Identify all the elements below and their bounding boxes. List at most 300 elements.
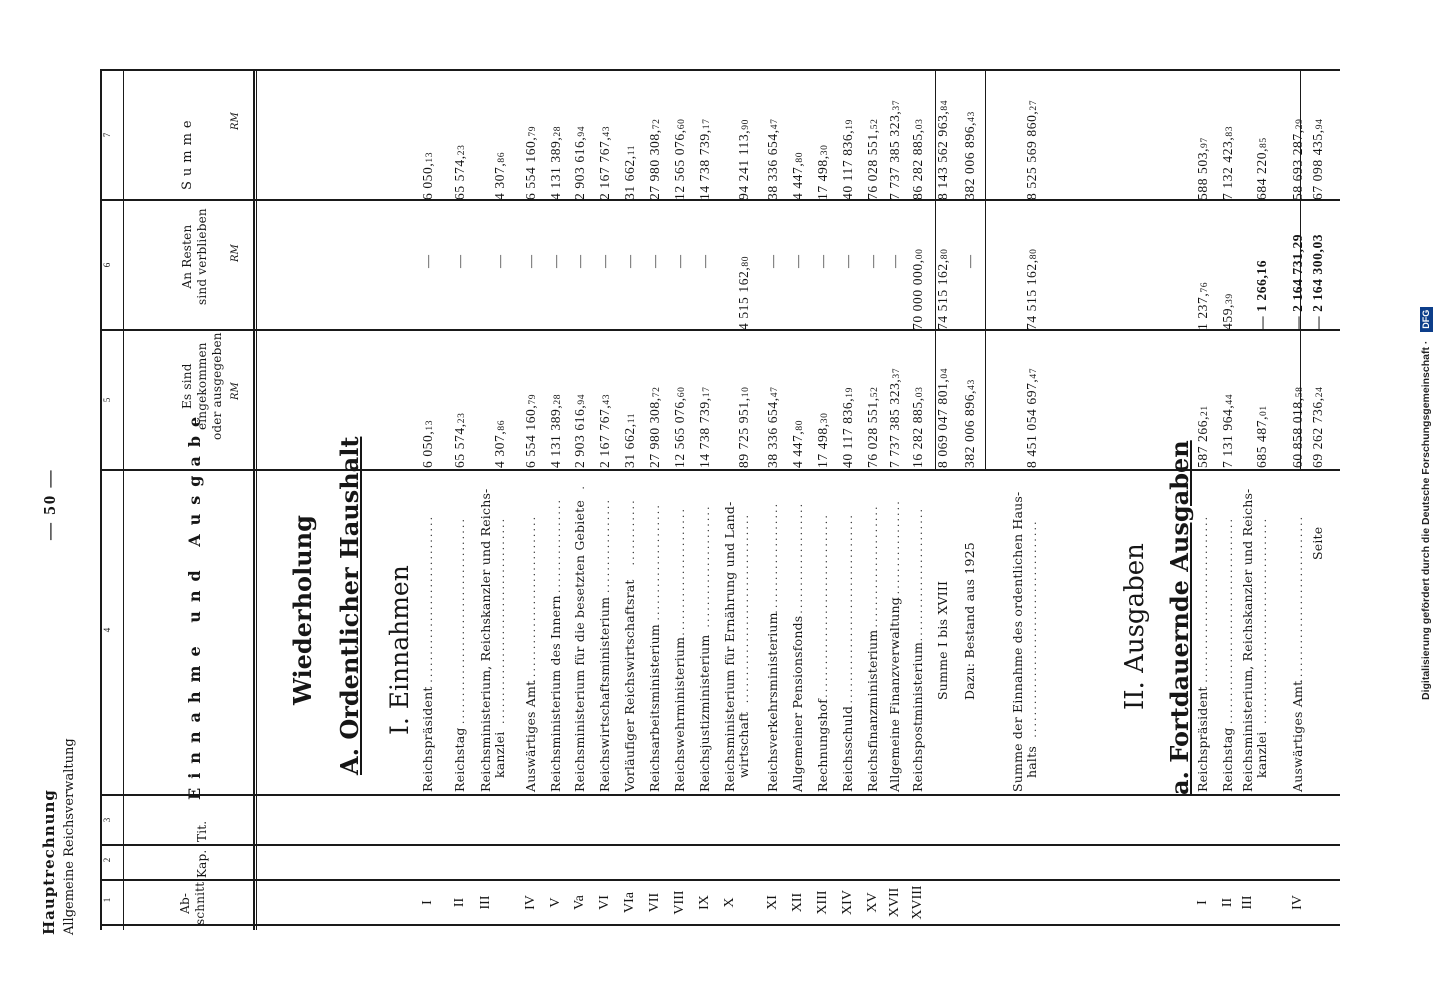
sum-cell: 6 554 160,79: [523, 125, 538, 200]
section-numeral: XII: [790, 892, 805, 913]
sum-cell-cents: 52: [870, 118, 880, 130]
dfg-logo: DFG: [1420, 307, 1433, 332]
sum-cell-amount: 94 241 113: [736, 133, 751, 200]
received-cell-amount: 89 725 951: [736, 401, 751, 468]
received-cell-cents: 60: [677, 386, 687, 398]
sum-cell-cents: 17: [702, 118, 712, 130]
received-cell-amount: 69 262 736: [1310, 401, 1325, 468]
received-cell-cents: 44: [1225, 393, 1235, 405]
sum-cell: 2 167 767,43: [597, 125, 612, 200]
received-cell: 8 451 054 697,47: [1024, 367, 1039, 468]
dot-leader: .....................: [648, 502, 662, 621]
table-rule: [100, 879, 1340, 881]
received-cell-amount: 4 307: [492, 434, 507, 468]
sum-cell: 4 447,80: [790, 151, 805, 200]
dot-leader: ..................................: [816, 512, 830, 704]
row-label: Reichsschuld: [840, 705, 855, 792]
sum-cell-amount: 382 006 896: [962, 125, 977, 200]
section-numeral: II: [1220, 897, 1235, 908]
section-numeral: XVIII: [910, 885, 925, 920]
sum-cell-cents: 23: [457, 144, 467, 156]
received-cell-cents: 79: [528, 393, 538, 405]
received-cell-amount: 2 167 767: [597, 408, 612, 468]
received-cell: 60 858 018,58: [1290, 386, 1305, 468]
received-cell-cents: 03: [915, 386, 925, 398]
column-header-title: Tit.: [195, 820, 209, 842]
received-cell-cents: 28: [553, 393, 563, 405]
row-label: Summe der Einnahme des ordentlichen Haus-: [1010, 491, 1025, 792]
sum-cell-cents: 72: [652, 118, 662, 130]
received-cell: 2 903 616,94: [572, 393, 587, 468]
row-label: Auswärtiges Amt: [523, 680, 538, 792]
sum-cell-amount: 17 498: [815, 159, 830, 200]
sum-cell-cents: 19: [845, 119, 855, 130]
digitization-credit: [1420, 0, 1434, 700]
sum-cell-amount: 7 132 423: [1220, 140, 1235, 200]
table-rule: [100, 924, 1340, 926]
sum-cell-amount: 12 565 076: [672, 133, 687, 200]
remaining-cell-amount: 459: [1220, 307, 1235, 330]
section-numeral: IX: [697, 895, 712, 910]
sum-cell-amount: 40 117 836: [840, 133, 855, 200]
received-cell-amount: 8 451 054 697: [1024, 382, 1039, 468]
row-label: Allgemeine Finanzverwaltung: [887, 596, 902, 792]
sum-cell: 17 498,30: [815, 144, 830, 200]
table-rule: [253, 70, 255, 930]
remaining-dash: —: [765, 255, 780, 268]
dot-leader: ....................: [766, 501, 780, 614]
sum-cell: 4 307,86: [492, 151, 507, 200]
received-cell: 685 487,01: [1254, 405, 1269, 468]
received-cell-amount: 31 662: [622, 427, 637, 468]
received-cell-amount: 7 737 385 323: [887, 382, 902, 468]
sum-cell: 38 336 654,47: [765, 118, 780, 200]
sum-cell-amount: 58 693 287: [1290, 133, 1305, 200]
received-cell-amount: 4 447: [790, 434, 805, 468]
received-cell-cents: 58: [1295, 386, 1305, 398]
remaining-dash: —: [420, 255, 435, 268]
sum-cell: 67 098 435,94: [1310, 118, 1325, 200]
column-header-section: Ab- schnitt: [178, 881, 207, 925]
sum-cell-cents: 43: [602, 125, 612, 137]
row-label: Reichsverkehrsministerium: [765, 612, 780, 792]
received-cell: 14 738 739,17: [697, 386, 712, 468]
dot-leader: ..................................: [737, 512, 751, 703]
section-numeral: V: [548, 897, 563, 908]
row-label-continued: halts: [1024, 746, 1039, 778]
remaining-cell-cents: 76: [1200, 281, 1210, 293]
sum-cell-cents: 37: [892, 99, 902, 111]
section-numeral: VI: [597, 895, 612, 910]
sum-cell-amount: 86 282 885: [910, 133, 925, 200]
sum-cell-cents: 29: [1295, 118, 1305, 130]
sum-cell-cents: 79: [528, 125, 538, 137]
remaining-dash: —: [572, 255, 587, 268]
received-cell-cents: 19: [845, 387, 855, 398]
column-unit-remaining: RM: [230, 244, 241, 262]
received-cell-cents: 01: [1259, 405, 1269, 416]
received-cell-cents: 11: [627, 412, 637, 424]
sum-cell-cents: 03: [915, 118, 925, 130]
heading-repeat: Wiederholung: [288, 515, 317, 705]
sum-cell-amount: 76 028 551: [865, 133, 880, 200]
received-cell-amount: 27 980 308: [647, 401, 662, 468]
sum-cell-amount: 8 143 562 963: [935, 114, 950, 200]
sum-cell-cents: 27: [1029, 99, 1039, 111]
column-number-5: 5: [102, 397, 112, 403]
section-numeral: II: [452, 897, 467, 908]
received-cell: 7 131 964,44: [1220, 393, 1235, 468]
column-number-7: 7: [102, 132, 112, 138]
sum-cell-cents: 80: [795, 151, 805, 163]
section-numeral: IV: [523, 895, 538, 910]
digitization-text: Digitalisierung gefördert durch die Deutsche Forschungsgemeinschaft ·: [1420, 340, 1432, 700]
received-cell-amount: 8 069 047 801: [935, 382, 950, 468]
column-unit-sum: RM: [230, 112, 241, 130]
dot-leader: .....................................: [453, 516, 467, 724]
remaining-dash: —: [962, 255, 977, 268]
remaining-cell-cents: 80: [741, 255, 751, 267]
received-cell-cents: 37: [892, 367, 902, 379]
received-cell: 4 447,80: [790, 419, 805, 468]
remaining-dash: —: [523, 255, 538, 268]
sum-cell-cents: 83: [1225, 125, 1235, 137]
section-numeral: III: [1240, 895, 1255, 910]
heading-continuing-expenditure: a. Fortdauernde Ausgaben: [1165, 440, 1194, 795]
dot-leader: ..............................: [1291, 514, 1305, 683]
sum-cell-cents: 28: [553, 125, 563, 137]
sum-cell-amount: 67 098 435: [1310, 133, 1325, 200]
remaining-dash: —: [622, 255, 637, 268]
sum-cell: 588 503,97: [1195, 137, 1210, 200]
received-cell-amount: 6 554 160: [523, 408, 538, 468]
sum-cell-cents: 60: [677, 118, 687, 130]
row-label: Vorläufiger Reichswirtschaftsrat: [622, 579, 637, 792]
section-numeral: Va: [572, 895, 587, 910]
remaining-dash: —: [815, 255, 830, 268]
remaining-cell-cents: 80: [940, 248, 950, 260]
received-cell: 89 725 951,10: [736, 386, 751, 468]
sum-cell-amount: 14 738 739: [697, 133, 712, 200]
sum-cell: 14 738 739,17: [697, 118, 712, 200]
dot-leader: .....................................: [1221, 516, 1235, 724]
received-cell-amount: 76 028 551: [865, 401, 880, 468]
received-cell: 382 006 896,43: [962, 379, 977, 468]
sum-cell-cents: 84: [940, 99, 950, 111]
row-label: Rechnungshof: [815, 698, 830, 792]
received-cell-amount: 7 131 964: [1220, 408, 1235, 468]
received-cell-amount: 685 487: [1254, 419, 1269, 468]
dot-leader: ......................: [698, 504, 712, 628]
sum-cell: 7 737 385 323,37: [887, 99, 902, 200]
section-numeral: IV: [1290, 895, 1305, 910]
sum-cell: 684 220,85: [1254, 137, 1269, 200]
sum-cell: 58 693 287,29: [1290, 118, 1305, 200]
received-cell-cents: 23: [457, 412, 467, 424]
received-cell-amount: 382 006 896: [962, 393, 977, 468]
received-cell-amount: 17 498: [815, 427, 830, 468]
remaining-cell-cents: 80: [1029, 248, 1039, 260]
received-cell: 2 167 767,43: [597, 393, 612, 468]
column-header-chapter: Kap.: [195, 849, 209, 878]
received-cell-amount: 65 574: [452, 427, 467, 468]
received-cell-amount: 40 117 836: [840, 401, 855, 468]
dot-leader: ..............................: [1196, 514, 1210, 683]
received-cell: 31 662,11: [622, 412, 637, 468]
remaining-cell-amount: 4 515 162: [736, 270, 751, 330]
sum-cell-amount: 6 554 160: [523, 140, 538, 200]
sum-cell: 65 574,23: [452, 144, 467, 200]
received-cell-amount: 6 050: [420, 434, 435, 468]
dot-leader: .....................................: [1255, 516, 1269, 724]
received-cell: 38 336 654,47: [765, 386, 780, 468]
section-numeral: VIa: [622, 892, 637, 913]
sum-cell-cents: 94: [577, 125, 587, 137]
remaining-dash: —: [790, 255, 805, 268]
received-cell: 16 282 885,03: [910, 386, 925, 468]
remaining-cell-cents: 00: [915, 248, 925, 260]
dot-leader: .......................................: [1025, 519, 1039, 738]
dot-leader: .................: [549, 497, 563, 593]
section-numeral: XIV: [840, 890, 855, 915]
sum-cell: 6 050,13: [420, 151, 435, 200]
received-cell-cents: 17: [702, 386, 712, 398]
remaining-cell-amount: 74 515 162: [935, 263, 950, 330]
row-label: Reichsministerium für Ernährung und Land-: [722, 501, 737, 792]
sum-cell-cents: 47: [770, 118, 780, 130]
table-rule: [100, 844, 1340, 846]
received-cell: 40 117 836,19: [840, 387, 855, 468]
column-header-remaining: An Resten sind verblieben: [180, 208, 209, 305]
received-cell-amount: 16 282 885: [910, 401, 925, 468]
received-cell-cents: 21: [1200, 405, 1210, 416]
received-cell: 6 050,13: [420, 419, 435, 468]
received-cell: 69 262 736,24: [1310, 386, 1325, 468]
received-cell-cents: 52: [870, 386, 880, 398]
column-number-3: 3: [102, 817, 112, 823]
received-cell: 27 980 308,72: [647, 386, 662, 468]
column-header-received: Es sind eingekommen oder ausgegeben: [180, 332, 224, 440]
column-header-sum: Summe: [180, 115, 195, 190]
remaining-cell-amount: 74 515 162: [1024, 263, 1039, 330]
section-numeral: I: [1195, 900, 1210, 905]
sum-cell-cents: 97: [1200, 137, 1210, 148]
remaining-dash: —: [548, 255, 563, 268]
received-cell-amount: 14 738 739: [697, 401, 712, 468]
dot-leader: ..................................: [841, 512, 855, 704]
row-label: Reichspräsident: [1195, 686, 1210, 792]
received-cell-amount: 587 266: [1195, 419, 1210, 468]
table-rule: [100, 70, 102, 930]
row-label: Reichsministerium, Reichskanzler und Reichs-: [478, 488, 493, 792]
dot-leader: ..............................: [524, 514, 538, 683]
column-header-description: Einnahme und Ausgabe: [185, 407, 204, 800]
row-label: Auswärtiges Amt: [1290, 680, 1305, 792]
remaining-cell: — 2 164 300,03: [1310, 233, 1325, 330]
column-unit-received: RM: [230, 382, 241, 400]
dot-leader: .: [573, 483, 587, 490]
remaining-dash: —: [840, 255, 855, 268]
sum-cell: 12 565 076,60: [672, 118, 687, 200]
row-label-continued: wirtschaft: [736, 711, 751, 778]
received-cell-cents: 94: [577, 393, 587, 405]
row-label: Reichstag: [452, 727, 467, 792]
sum-cell: 7 132 423,83: [1220, 125, 1235, 200]
sum-cell: 2 903 616,94: [572, 125, 587, 200]
dot-leader: ..................: [888, 498, 902, 600]
sum-cell-amount: 4 447: [790, 166, 805, 200]
heading-income: I. Einnahmen: [385, 565, 414, 735]
column-number-6: 6: [102, 262, 112, 268]
received-cell-cents: 13: [425, 419, 435, 431]
received-cell: 8 069 047 801,04: [935, 367, 950, 468]
remaining-cell-amount: 1 237: [1195, 296, 1210, 330]
received-cell-cents: 10: [741, 386, 751, 398]
sum-cell: 40 117 836,19: [840, 119, 855, 200]
section-numeral: III: [478, 895, 493, 910]
sum-cell-amount: 7 737 385 323: [887, 114, 902, 200]
remaining-dash: —: [672, 255, 687, 268]
sum-cell-amount: 2 167 767: [597, 140, 612, 200]
sum-cell-amount: 4 307: [492, 166, 507, 200]
section-numeral: VII: [647, 892, 662, 913]
received-cell-amount: 2 903 616: [572, 408, 587, 468]
remaining-cell: — 2 164 731,29: [1290, 233, 1305, 330]
received-cell-cents: 47: [1029, 367, 1039, 379]
heading-ordinary-budget: A. Ordentlicher Haushalt: [335, 436, 364, 775]
table-rule: [100, 329, 1340, 331]
dot-leader: ..............................: [421, 514, 435, 683]
dot-leader: ......................: [866, 504, 880, 628]
sum-cell: 4 131 389,28: [548, 125, 563, 200]
sum-cell: 27 980 308,72: [647, 118, 662, 200]
remaining-cell: 74 515 162,80: [935, 248, 950, 330]
dot-leader: .................: [598, 497, 612, 593]
received-cell: 4 307,86: [492, 419, 507, 468]
received-cell-cents: 86: [497, 419, 507, 431]
sum-cell: 8 525 569 860,27: [1024, 99, 1039, 200]
received-cell: 17 498,30: [815, 412, 830, 468]
remaining-cell: — 1 266,16: [1254, 259, 1269, 330]
row-label: Reichsjustizministerium: [697, 634, 712, 792]
received-cell-amount: 38 336 654: [765, 401, 780, 468]
sum-cell: 76 028 551,52: [865, 118, 880, 200]
remaining-dash: —: [492, 255, 507, 268]
received-cell-cents: 47: [770, 386, 780, 398]
sum-cell: 94 241 113,90: [736, 119, 751, 200]
received-cell: 4 131 389,28: [548, 393, 563, 468]
dot-leader: .....................................: [493, 516, 507, 724]
table-rule: [256, 70, 257, 930]
sum-cell-amount: 2 903 616: [572, 140, 587, 200]
sum-cell-amount: 588 503: [1195, 151, 1210, 200]
received-cell: 587 266,21: [1195, 405, 1210, 468]
row-label-continued: kanzlei: [492, 731, 507, 778]
heading-expenditure: II. Ausgaben: [1120, 543, 1150, 710]
received-cell-cents: 43: [602, 393, 612, 405]
sum-cell-amount: 38 336 654: [765, 133, 780, 200]
received-cell-cents: 30: [820, 412, 830, 424]
row-label: Reichsministerium, Reichskanzler und Reichs-: [1240, 488, 1255, 792]
section-numeral: VIII: [672, 890, 687, 915]
remaining-cell: 74 515 162,80: [1024, 248, 1039, 330]
sum-cell-cents: 13: [425, 151, 435, 163]
sum-cell-cents: 11: [627, 144, 637, 156]
section-numeral: XI: [765, 895, 780, 910]
section-numeral: XV: [865, 892, 880, 913]
table-rule: [123, 70, 124, 930]
sum-cell-amount: 684 220: [1254, 151, 1269, 200]
sum-cell-amount: 6 050: [420, 166, 435, 200]
received-cell-amount: 12 565 076: [672, 401, 687, 468]
sum-cell-cents: 86: [497, 151, 507, 163]
remaining-cell: 70 000 000,00: [910, 248, 925, 330]
remaining-dash: —: [452, 255, 467, 268]
section-numeral: I: [420, 900, 435, 905]
dot-leader: ............: [623, 498, 637, 566]
remaining-dash: —: [697, 255, 712, 268]
row-label: Allgemeiner Pensionsfonds: [790, 615, 805, 792]
received-cell-cents: 43: [967, 379, 977, 390]
row-label: Reichspostministerium: [910, 641, 925, 792]
row-label: Reichswehrministerium: [672, 636, 687, 792]
sum-cell-cents: 85: [1259, 137, 1269, 148]
row-label: Seite: [1310, 526, 1325, 560]
sum-cell-amount: 27 980 308: [647, 133, 662, 200]
remaining-dash: —: [887, 255, 902, 268]
dot-leader: ....................: [791, 501, 805, 614]
received-cell: 65 574,23: [452, 412, 467, 468]
row-label: Reichsarbeitsministerium: [647, 624, 662, 792]
sum-cell-cents: 30: [820, 144, 830, 156]
table-rule: [100, 794, 1340, 796]
remaining-cell-amount: 70 000 000: [910, 263, 925, 330]
table-rule: [100, 69, 1340, 71]
received-cell-amount: 60 858 018: [1290, 401, 1305, 468]
received-cell-cents: 80: [795, 419, 805, 431]
received-cell: 7 737 385 323,37: [887, 367, 902, 468]
column-number-1: 1: [102, 897, 112, 903]
row-label: Summe I bis XVIII: [935, 580, 950, 700]
received-cell-cents: 04: [940, 367, 950, 379]
section-numeral: X: [722, 897, 737, 908]
dot-leader: ........................: [673, 506, 687, 642]
row-label: Dazu: Bestand aus 1925: [962, 542, 977, 700]
row-label: Reichsministerium des Innern: [548, 595, 563, 792]
sum-cell-cents: 43: [967, 111, 977, 122]
remaining-dash: —: [647, 255, 662, 268]
sum-cell-amount: 31 662: [622, 159, 637, 200]
row-label: Reichswirtschaftsministerium: [597, 596, 612, 792]
received-cell: 12 565 076,60: [672, 386, 687, 468]
column-number-4: 4: [102, 627, 112, 633]
sum-cell-cents: 94: [1315, 118, 1325, 130]
sum-cell-amount: 4 131 389: [548, 140, 563, 200]
row-label: Reichsministerium für die besetzten Gebiete: [572, 500, 587, 792]
dot-leader: ........................: [911, 506, 925, 642]
table-rule: [985, 70, 986, 470]
ledger-title: Hauptrechnung: [40, 789, 58, 935]
row-label: Reichspräsident: [420, 686, 435, 792]
sum-cell: 8 143 562 963,84: [935, 99, 950, 200]
section-numeral: XIII: [815, 890, 830, 915]
received-cell: 76 028 551,52: [865, 386, 880, 468]
column-number-2: 2: [102, 857, 112, 863]
sum-cell-amount: 65 574: [452, 159, 467, 200]
remaining-dash: —: [865, 255, 880, 268]
ledger-subtitle: Allgemeine Reichsverwaltung: [62, 738, 77, 935]
remaining-cell-cents: 39: [1225, 293, 1235, 304]
